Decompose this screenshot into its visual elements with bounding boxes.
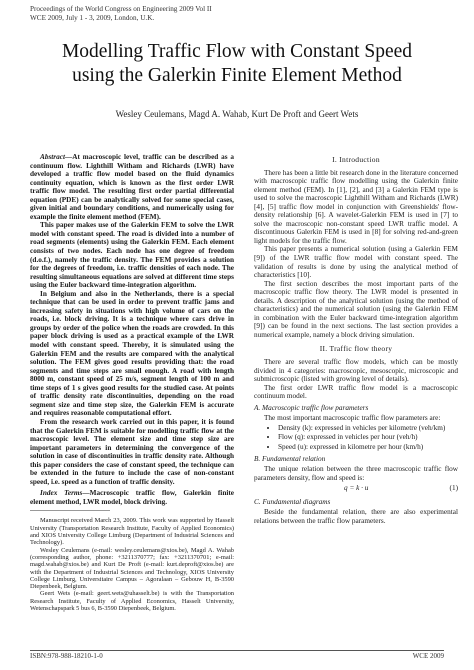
diagrams-paragraph: Beside the fundamental relation, there are also experimental relations between the traffic flow parameters. [254, 508, 458, 525]
abstract-paragraph-1: Abstract—At macroscopic level, traffic can be described as a continuum flow. Lighthill Witham and Richards (LWR) have developed a traffic flow model based on the fluid dynamics continuity equation, which is known as the first order LWR traffic flow model. The resulting first order partial differential equation (PDE) can be analytically solved for some special cases, given initial and boundary conditions, and numerically using for example the finite element method (FEM). [30, 153, 234, 221]
subsection-heading-parameters: A. Macroscopic traffic flow parameters [254, 403, 369, 412]
intro-paragraph-2: This paper presents a numerical solution (using a Galerkin FEM [9]) of the LWR traffic flow model with constant speed. The validation of results is done by using the analytical method of characteristics [10]. [254, 245, 458, 280]
footer-rule [30, 650, 444, 651]
section-heading-introduction: I. Introduction [332, 155, 380, 164]
footnote-wets: Geert Wets (e-mail: geert.wets@uhasselt.be) is with the Transportation Research Institute, Faculty of Applied Economics, Hasselt University, Wetenschapspark 5 bus 6, B-3590 Diepenbeek, Belgium. [30, 590, 234, 612]
footer-conference: WCE 2009 [412, 652, 444, 660]
header-line-2: WCE 2009, July 1 - 3, 2009, London, U.K. [30, 14, 155, 22]
intro-paragraph-3: The first section describes the most important parts of the macroscopic traffic flow theory. The LWR model is presented in details. A description of the analytical solution (using the method of characteristics) and the numerical solution (using the Galerkin FEM in combination with the Euler backward time-integration algorithm [9]) can be found in the next sections. The last section provides a numerical example, namely a block driving simulation. [254, 279, 458, 339]
header-line-1: Proceedings of the World Congress on Engineering 2009 Vol II [30, 5, 212, 13]
parameter-list [254, 424, 458, 452]
footnote-manuscript: Manuscript received March 23, 2009. This work was supported by Hasselt University (Transportation Research Institute, Faculty of Applied Economics) and XIOS University College Limburg (Department of Industrial Sciences and Technology). [30, 517, 234, 547]
relation-paragraph: The unique relation between the three macroscopic traffic flow parameters density, flow and speed is: [254, 465, 458, 482]
footnote-rule [30, 510, 110, 511]
equation-number: (1) [449, 484, 458, 493]
intro-paragraph-1: There has been a little bit research done in the literature concerned with macroscopic traffic flow modelling using the Galerkin finite element method (FEM). In [1], [2], and [3] a Galerkin FEM type is used to solve the macroscopic Lighthill Witham and Richards (LWR) [4], [5] traffic flow model in conjunction with Greenshields' flow-density relationship [6]. A wavelet-Galerkin FEM is used in [7] to solve the macroscopic non-constant speed LWR traffic model. A discontinuous Galerkin FEM is used in [8] for solving red-and-green light models for the traffic flow. [254, 168, 458, 245]
subsection-heading-relation: B. Fundamental relation [254, 454, 326, 463]
proceedings-header [30, 5, 212, 23]
theory-paragraph-2: The first order LWR traffic flow model is a macroscopic continuum model. [254, 383, 458, 401]
list-item: • Density (k): expressed in vehicles per kilometre (veh/km) [278, 424, 458, 433]
equation-body: q = k · u [344, 484, 369, 493]
author-list: Wesley Ceulemans, Magd A. Wahab, Kurt De Proft and Geert Wets [115, 109, 359, 119]
index-terms-label: Index Terms [40, 489, 83, 498]
list-item: • Flow (q): expressed in vehicles per hour (veh/h) [278, 433, 458, 442]
right-column [254, 153, 458, 525]
title-line-2: using the Galerkin Finite Element Method [72, 65, 402, 86]
section-heading-theory: II. Traffic flow theory [319, 344, 393, 354]
paper-title [30, 40, 444, 88]
abstract-paragraph-3: In Belgium and also in the Netherlands, there is a special technique that can be used in order to prevent traffic jams and increasing safety in situations with high volume of cars on the roads, i.e. block driving. It is a technique where cars drive in groups by order of the police when the roads are crowded. In this paper block driving is used as a practical example of the LWR model with constant speed. Thereby, it is simulated using the Galerkin FEM and the results are compared with the analytical solution. The FEM gives good results providing that: the road segments and time steps are small enough. A road with length 8000 m, constant speed of 25 m/s, segment length of 100 m and time steps of 1 s gives good results for the studied case. At points of traffic density rate discontinuities, depending on the road segment size and time step size, the Galerkin FEM is accurate and requires reasonable computational effort. [30, 289, 234, 418]
equation-1 [254, 482, 458, 495]
index-terms: Index Terms—Macroscopic traffic flow, Galerkin finite element method, LWR model, block driving. [30, 489, 234, 506]
footnote-authors: Wesley Ceulemans (e-mail: wesley.ceulemans@xios.be), Magd A. Wahab (corresponding author, phone: +3211370777; fax: +3211370701; e-mail: magd.wahab@xios.be) and Kurt De Proft (e-mail: kurt.deproft@xios.be) are with the Department of Industrial Sciences and Technology, XIOS University College Limburg, Universitaire Campus – Agoralaan – Gebouw H, B-3590 Diepenbeek, Belgium. [30, 546, 234, 591]
left-column [30, 153, 234, 612]
abstract-label: Abstract [40, 153, 65, 161]
abstract-paragraph-2: This paper makes use of the Galerkin FEM to solve the LWR model with constant speed. The road is divided into a number of road segments (elements) using the Galerkin FEM. Each element consists of two nodes. Each node has one degree of freedom (d.o.f.), namely the traffic density. The FEM provides a solution for the degrees of freedom, i.e. traffic densities of each node. The resulting simultaneous equations are solved at different time steps using the Euler backward time-integration algorithm. [30, 221, 234, 290]
title-line-1: Modelling Traffic Flow with Constant Speed [61, 41, 413, 62]
list-item: • Speed (u): expressed in kilometre per hour (km/h) [278, 443, 458, 452]
footnotes [30, 517, 234, 612]
parameters-paragraph: The most important macroscopic traffic flow parameters are: [264, 414, 441, 423]
footer-isbn: ISBN:978-988-18210-1-0 [30, 652, 103, 660]
subsection-heading-diagrams: C. Fundamental diagrams [254, 497, 331, 506]
theory-paragraph-1: There are several traffic flow models, which can be mostly divided in 4 categories: macroscopic, mesoscopic, microscopic and submicroscopic (listed with growing level of details). [254, 358, 458, 384]
abstract-paragraph-4: From the research work carried out in this paper, it is found that the Galerkin FEM is suitable for modelling traffic flow at the macroscopic level. The element size and time step size are important parameters in determining the convergence of the solution in case of discontinuities in traffic density rate. Although this paper considers the case of constant speed, the technique can be extended in the future to include the case of non-constant speed, i.e. speed as a function of traffic density. [30, 417, 234, 486]
